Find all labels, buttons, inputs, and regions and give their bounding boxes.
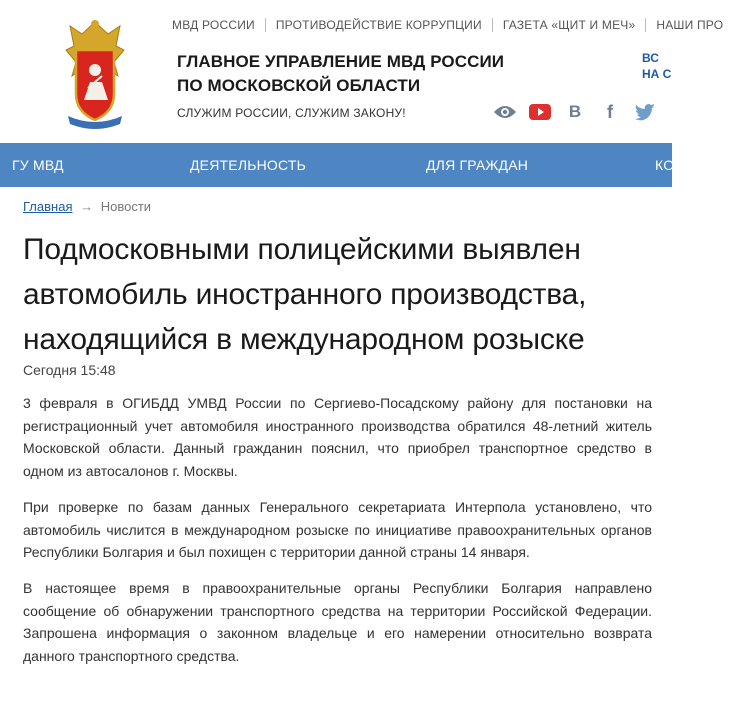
site-header bbox=[0, 0, 724, 143]
article-date: Сегодня 15:48 bbox=[23, 362, 116, 378]
social-links bbox=[493, 101, 657, 123]
twitter-icon[interactable] bbox=[633, 101, 657, 123]
org-title[interactable] bbox=[177, 50, 547, 98]
breadcrumb-arrow-icon: → bbox=[80, 199, 94, 214]
nav-item-gu-mvd[interactable]: ГУ МВД bbox=[12, 157, 64, 173]
youtube-icon[interactable] bbox=[528, 101, 552, 123]
article-paragraph: 3 февраля в ОГИБДД УМВД России по Сергиево-Посадскому району для постановки на регистрационный учет автомобиля иностранного производства обратился 48-летний житель Московской области. Данный гражданин пояснил, что приобрел транспортное средство в одном из автосалонов г. Москвы. bbox=[23, 395, 652, 480]
article-title: Подмосковными полицейскими выявлен автомобиль иностранного производства, находящийся в международном розыске bbox=[23, 233, 587, 356]
main-nav bbox=[0, 143, 675, 187]
top-link-anticorruption[interactable]: ПРОТИВОДЕЙСТВИЕ КОРРУПЦИИ bbox=[265, 18, 492, 32]
vk-icon[interactable]: В bbox=[568, 102, 582, 121]
top-link-projects[interactable]: НАШИ ПРО bbox=[645, 18, 733, 32]
article-paragraph: В настоящее время в правоохранительные органы Республики Болгария направлено сообщение об обнаружении транспортного средства на территории Российской Федерации. Запрошена информация о законном владельце и его намерении относительно возврата данного транспортного средства. bbox=[23, 579, 652, 665]
article-paragraph: При проверке по базам данных Генерального секретариата Интерпола установлено, что автомобиль числится в международном розыске по инициативе правоохранительных органов Республики Болгария и был похищен с территории данной страны 14 января. bbox=[23, 498, 652, 561]
motto: СЛУЖИМ РОССИИ, СЛУЖИМ ЗАКОНУ! bbox=[177, 106, 406, 120]
article-body bbox=[23, 392, 652, 681]
eye-icon[interactable] bbox=[493, 101, 517, 123]
top-link-newspaper[interactable]: ГАЗЕТА «ЩИТ И МЕЧ» bbox=[492, 18, 646, 32]
org-title-line2: ПО МОСКОВСКОЙ ОБЛАСТИ bbox=[177, 76, 421, 95]
top-links bbox=[172, 18, 733, 32]
breadcrumb-current: Новости bbox=[100, 199, 152, 214]
nav-item-for-citizens[interactable]: ДЛЯ ГРАЖДАН bbox=[426, 157, 529, 173]
nav-item-activity[interactable]: ДЕЯТЕЛЬНОСТЬ bbox=[190, 157, 306, 173]
top-link-mvd[interactable]: МВД РОССИИ bbox=[172, 18, 255, 32]
side-text[interactable]: ВС НА С bbox=[642, 51, 672, 81]
facebook-icon[interactable]: f bbox=[607, 101, 613, 122]
org-title-line1: ГЛАВНОЕ УПРАВЛЕНИЕ МВД РОССИИ bbox=[177, 52, 505, 71]
breadcrumb-home[interactable]: Главная bbox=[23, 199, 73, 214]
breadcrumb bbox=[23, 199, 151, 214]
nav-item-contacts[interactable]: КО bbox=[655, 157, 675, 173]
mvd-emblem-icon[interactable] bbox=[62, 16, 128, 132]
